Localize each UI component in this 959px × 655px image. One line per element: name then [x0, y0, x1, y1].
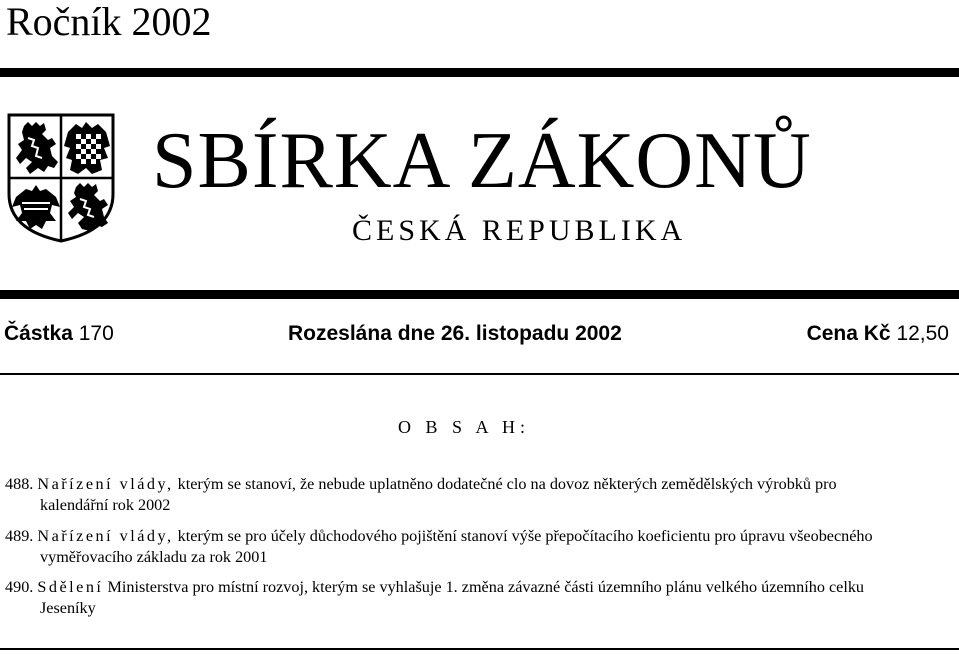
- masthead-title: SBÍRKA ZÁKONŮ: [152, 117, 812, 205]
- entry-text-line1: kterým se stanoví, že nebude uplatněno dodatečné clo na dovoz některých zemědělských výrobků pro: [173, 475, 837, 493]
- price-label: Cena Kč: [806, 322, 891, 345]
- entry-kind: Nařízení vlády,: [37, 475, 174, 493]
- contents-entry-488: [5, 474, 955, 516]
- entry-text-line2: Jeseníky: [40, 599, 96, 617]
- issue-number-value: 170: [78, 322, 114, 345]
- entry-kind: Sdělení: [37, 578, 104, 596]
- issue-number: [4, 321, 114, 347]
- masthead-subtitle: ČESKÁ REPUBLIKA: [352, 214, 687, 247]
- price: [807, 321, 949, 347]
- entry-number: 488.: [5, 475, 34, 493]
- distribution-date-text: Rozeslána dne 26. listopadu 2002: [288, 322, 622, 345]
- infobar-bottom-rule: [0, 373, 959, 375]
- distribution-date: [288, 321, 622, 347]
- entry-text-line2: kalendářní rok 2002: [40, 496, 171, 514]
- entry-number: 489.: [5, 527, 34, 545]
- year-label: Ročník 2002: [6, 0, 212, 44]
- entry-text-line2: vyměřovacího základu za rok 2001: [40, 548, 268, 566]
- issue-number-label: Částka: [4, 322, 73, 345]
- entry-kind: Nařízení vlády,: [37, 527, 174, 545]
- masthead-bottom-rule: [0, 290, 959, 299]
- entry-text-line1: Ministerstva pro místní rozvoj, kterým se vyhlašuje 1. změna závazné části územního plánu velkého územního celku: [103, 578, 865, 596]
- top-rule: [0, 68, 959, 77]
- contents-entry-489: [5, 526, 955, 568]
- contents-entry-490: [5, 577, 955, 619]
- coat-of-arms-icon: [6, 112, 116, 244]
- entry-number: 490.: [5, 578, 34, 596]
- entry-text-line1: kterým se pro účely důchodového pojištění stanoví výše přepočítacího koeficientu pro úpravu všeobecného: [173, 527, 873, 545]
- page-bottom-rule: [0, 648, 959, 650]
- price-value: 12,50: [896, 322, 949, 345]
- contents-heading: O B S A H:: [397, 417, 530, 437]
